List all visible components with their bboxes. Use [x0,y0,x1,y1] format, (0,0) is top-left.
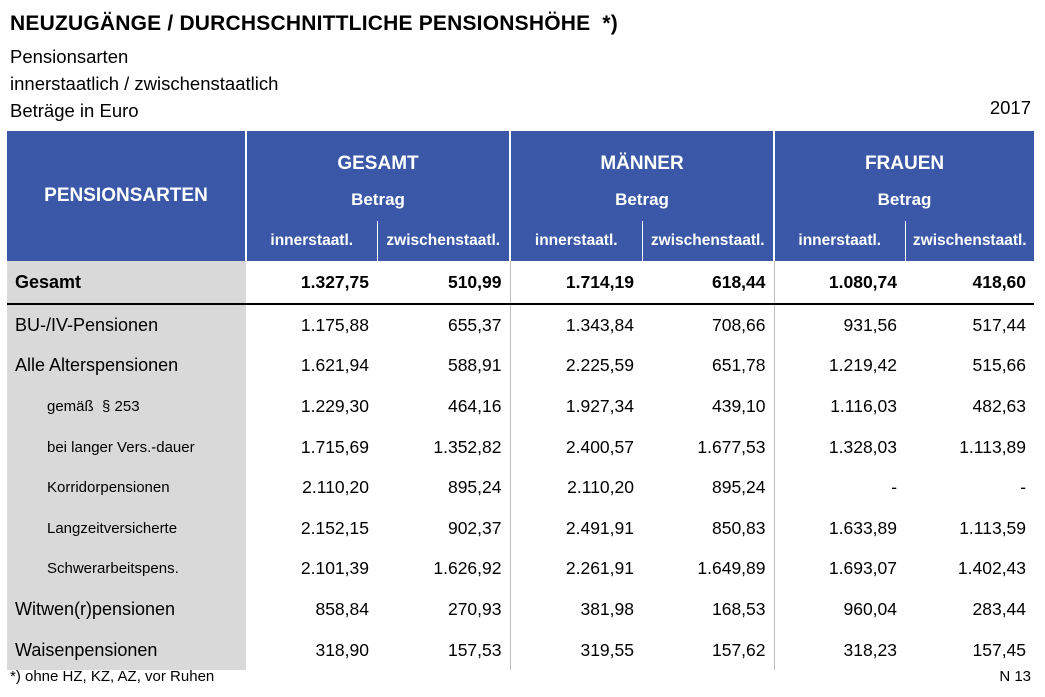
footnote: *) ohne HZ, KZ, AZ, vor Ruhen [10,668,215,685]
col-header-gesamt-innerstaatl: innerstaatl. [246,221,377,261]
table-cell: 1.402,43 [957,558,1027,579]
table-cell: 1.343,84 [510,304,642,346]
table-cell: 1.714,19 [510,261,642,304]
col-header-frauen-zwischenstaatl: zwischenstaatl. [905,221,1034,261]
report-year: 2017 [989,97,1031,118]
table-cell: 651,78 [711,355,766,376]
table-cell: 157,45 [972,639,1027,660]
col-header-maenner-innerstaatl: innerstaatl. [510,221,642,261]
corner-header: PENSIONSARTEN [7,131,246,261]
subtitle-units: Beträge in Euro [10,100,139,121]
table-cell: 318,90 [315,639,369,660]
table-cell: 418,60 [905,261,1034,304]
table-cell: 895,24 [447,477,502,498]
table-cell: 895,24 [711,477,766,498]
table-cell: 708,66 [711,314,766,335]
row-label: BU-/IV-Pensionen [7,304,246,346]
col-header-gesamt-zwischenstaatl: zwischenstaatl. [377,221,510,261]
pension-table [7,131,1034,670]
table-cell: 1.328,03 [774,427,905,468]
table-cell: 1.229,30 [300,395,369,416]
col-header-maenner-zwischenstaatl: zwischenstaatl. [642,221,774,261]
table-cell: - [774,467,905,508]
table-cell: 270,93 [447,598,502,619]
table-cell: 850,83 [711,517,766,538]
table-cell: 1.927,34 [510,386,642,427]
col-header-frauen-innerstaatl: innerstaatl. [774,221,905,261]
table-row [7,467,1034,508]
table-cell: 2.261,91 [510,549,642,590]
row-label: Gesamt [7,261,246,304]
row-label: Waisenpensionen [7,630,246,671]
table-cell: 1.219,42 [774,346,905,387]
table-cell: 2.101,39 [300,558,369,579]
table-row [7,549,1034,590]
table-cell: 655,37 [447,314,502,335]
row-label: Alle Alterspensionen [7,346,246,387]
table-cell: 1.621,94 [300,355,369,376]
table-cell: 319,55 [510,630,642,671]
table-cell: 858,84 [315,598,369,619]
table-cell: 1.080,74 [774,261,905,304]
table-cell: 2.110,20 [510,467,642,508]
table-cell: 1.715,69 [300,436,369,457]
betrag-header-frauen: Betrag [774,179,1034,221]
row-label: Korridorpensionen [7,467,246,508]
table-row [7,630,1034,671]
table-cell: 1.633,89 [774,508,905,549]
subtitle-pensionsarten: Pensionsarten [10,46,129,67]
table-row [7,589,1034,630]
table-cell: 464,16 [447,395,502,416]
page-title: NEUZUGÄNGE / DURCHSCHNITTLICHE PENSIONSHÖHE *) [10,12,618,35]
table-cell: 1.175,88 [300,314,369,335]
table-cell: 381,98 [510,589,642,630]
table-cell: 2.152,15 [300,517,369,538]
table-cell: 168,53 [711,598,766,619]
betrag-header-gesamt: Betrag [246,179,510,221]
betrag-header-maenner: Betrag [510,179,774,221]
table-cell: 1.693,07 [774,549,905,590]
table-cell: 283,44 [972,598,1027,619]
table-cell: 1.626,92 [433,558,502,579]
table-cell: 2.491,91 [510,508,642,549]
table-cell: 1.116,03 [774,386,905,427]
table-cell: 157,53 [447,639,502,660]
table-cell: 2.110,20 [302,477,369,498]
group-header-maenner: MÄNNER [510,131,774,179]
table-cell: 618,44 [642,261,774,304]
table-cell: 1.113,89 [959,436,1027,457]
table-row [7,386,1034,427]
row-label: bei langer Vers.-dauer [7,427,246,468]
table-cell: 318,23 [774,630,905,671]
table-cell: 1.352,82 [433,436,502,457]
table-row [7,508,1034,549]
subtitle-scope: innerstaatlich / zwischenstaatlich [10,73,279,94]
table-cell: - [1020,477,1027,498]
table-cell: 510,99 [377,261,510,304]
table-cell: 1.677,53 [697,436,766,457]
table-row [7,304,1034,346]
table-cell: 931,56 [774,304,905,346]
table-cell: 2.225,59 [510,346,642,387]
table-cell: 157,62 [711,639,766,660]
table-cell: 960,04 [774,589,905,630]
page-code: N 13 [999,668,1031,685]
row-label: Langzeitversicherte [7,508,246,549]
group-header-frauen: FRAUEN [774,131,1034,179]
table-row [7,427,1034,468]
table-cell: 902,37 [447,517,502,538]
row-label: Schwerarbeitspens. [7,549,246,590]
row-label: Witwen(r)pensionen [7,589,246,630]
group-header-gesamt: GESAMT [246,131,510,179]
table-cell: 2.400,57 [510,427,642,468]
table-cell: 1.649,89 [697,558,766,579]
table-row-total [7,261,1034,304]
table-row [7,346,1034,387]
table-cell: 482,63 [972,395,1027,416]
table-cell: 588,91 [447,355,502,376]
table-cell: 439,10 [711,395,766,416]
table-cell: 517,44 [972,314,1027,335]
row-label: gemäß § 253 [7,386,246,427]
table-cell: 1.327,75 [246,261,377,304]
table-cell: 515,66 [972,355,1027,376]
table-cell: 1.113,59 [959,517,1027,538]
